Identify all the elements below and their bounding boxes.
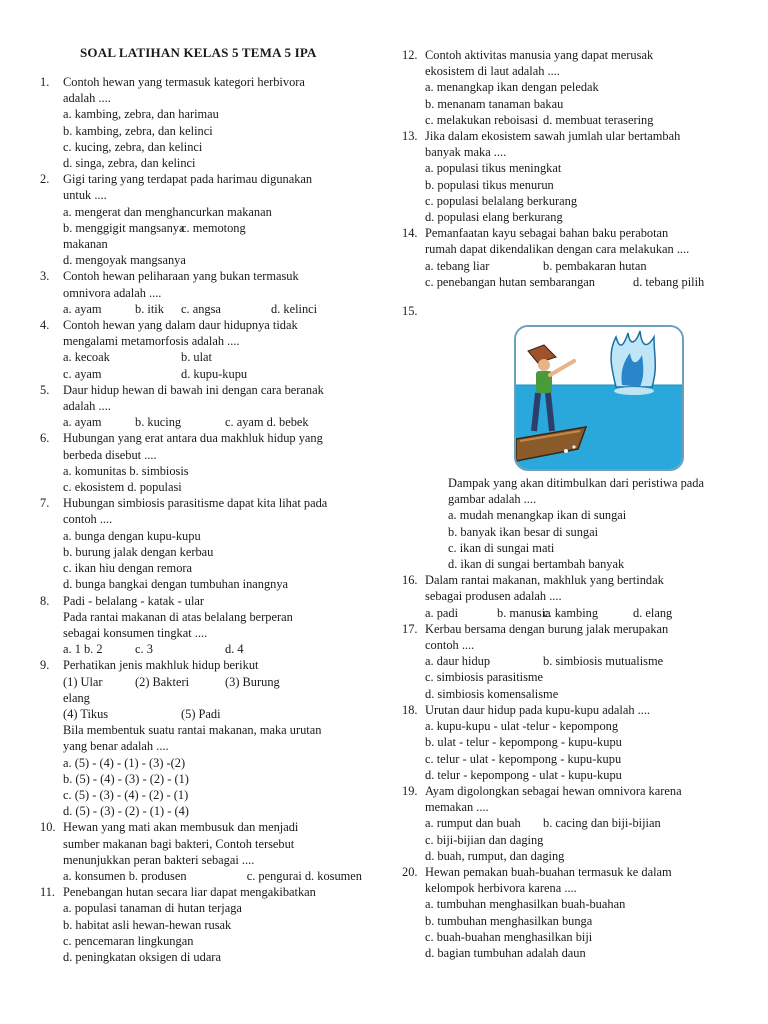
question-number: 9. xyxy=(40,658,50,673)
answer-line xyxy=(63,771,362,787)
answer-line xyxy=(425,96,742,112)
answer-option: a. komunitas b. simbiosis xyxy=(63,463,189,478)
question-number: 3. xyxy=(40,269,50,284)
question-stem-line: Gigi taring yang terdapat pada harimau digunakan xyxy=(63,172,313,187)
question-12 xyxy=(402,47,742,128)
answer-option: a. 1 b. 2 xyxy=(63,642,103,657)
answer-option: c. penebangan hutan sembarangan xyxy=(425,274,595,289)
question-stem-line: Hubungan yang erat antara dua makhluk hidup yang xyxy=(63,431,323,446)
answer-option: a. populasi tikus meningkat xyxy=(425,161,562,176)
answer-option: b. (5) - (4) - (3) - (2) - (1) xyxy=(63,771,189,786)
answer-line xyxy=(63,366,362,382)
answer-option: a. mudah menangkap ikan di sungai xyxy=(448,508,627,523)
question-stem-line: omnivora adalah .... xyxy=(63,285,162,300)
question-stem-line: berbeda disebut .... xyxy=(63,447,157,462)
answer-option: c. ekosistem d. populasi xyxy=(63,480,182,495)
answer-option: b. banyak ikan besar di sungai xyxy=(448,524,599,539)
question-4 xyxy=(40,317,362,382)
question-stem-line: Contoh hewan yang termasuk kategori herbivora xyxy=(63,75,305,89)
question-9 xyxy=(40,657,362,819)
answer-option: a. ayam xyxy=(63,415,102,430)
answer-option: yang benar adalah .... xyxy=(63,739,169,754)
answer-option: b. populasi tikus menurun xyxy=(425,177,554,192)
answer-option: c. ikan hiu dengan remora xyxy=(63,561,193,576)
question-number: 16. xyxy=(402,573,418,588)
answer-line xyxy=(425,669,742,685)
answer-line xyxy=(63,123,362,139)
question-stem-line: Dampak yang akan ditimbulkan dari peristiwa pada xyxy=(448,476,704,491)
question-stem-line: banyak maka .... xyxy=(425,145,507,160)
answer-option: a. menangkap ikan dengan peledak xyxy=(425,80,599,95)
answer-option: b. habitat asli hewan-hewan rusak xyxy=(63,917,232,932)
question-7 xyxy=(40,495,362,592)
question-stem-line: adalah .... xyxy=(63,91,111,106)
answer-line xyxy=(425,160,742,176)
answer-option: a. kecoak xyxy=(63,350,110,365)
answer-line xyxy=(448,540,742,556)
question-stem-line: kelompok herbivora karena .... xyxy=(425,881,577,896)
answer-option: d. bunga bangkai dengan tumbuhan inangnya xyxy=(63,577,289,592)
question-number: 5. xyxy=(40,382,50,397)
question-stem-line: Ayam digolongkan sebagai hewan omnivora karena xyxy=(425,783,682,798)
answer-option: a. tumbuhan menghasilkan buah-buahan xyxy=(425,897,626,912)
page-title: SOAL LATIHAN KELAS 5 TEMA 5 IPA xyxy=(80,45,317,60)
answer-line xyxy=(63,576,362,592)
question-2 xyxy=(40,171,362,268)
answer-option: c. pencemaran lingkungan xyxy=(63,933,194,948)
question-17 xyxy=(402,621,742,702)
answer-line xyxy=(425,751,742,767)
question-number: 4. xyxy=(40,318,50,333)
answer-option: a. mengerat dan menghancurkan makanan xyxy=(63,204,272,219)
answer-line xyxy=(63,252,362,268)
question-stem-line: ekosistem di laut adalah .... xyxy=(425,64,560,79)
answer-option: d. bagian tumbuhan adalah daun xyxy=(425,945,586,960)
answer-line xyxy=(425,767,742,783)
answer-line xyxy=(425,193,742,209)
answer-option: d. membuat terasering xyxy=(543,112,654,127)
question-number: 2. xyxy=(40,172,50,187)
answer-option: b. burung jalak dengan kerbau xyxy=(63,544,214,559)
question-stem-line: Contoh hewan yang dalam daur hidupnya tidak xyxy=(63,318,298,333)
answer-line xyxy=(63,106,362,122)
answer-option: a. daur hidup xyxy=(425,654,491,669)
answer-line xyxy=(63,479,362,495)
answer-option: d. simbiosis komensalisme xyxy=(425,686,559,701)
answer-option: c. simbiosis parasitisme xyxy=(425,670,544,685)
answer-option: a. bunga dengan kupu-kupu xyxy=(63,528,201,543)
answer-line xyxy=(425,274,742,290)
right-column xyxy=(402,47,742,961)
question-number: 13. xyxy=(402,129,418,144)
answer-option: c. ikan di sungai mati xyxy=(448,540,555,555)
answer-line xyxy=(425,832,742,848)
answer-option: b. menanam tanaman bakau xyxy=(425,96,564,111)
answer-option: c. ayam xyxy=(63,366,102,381)
answer-option: a. kambing, zebra, dan harimau xyxy=(63,107,219,122)
question-number: 6. xyxy=(40,431,50,446)
question-15 xyxy=(402,303,742,572)
answer-line xyxy=(63,414,362,430)
answer-line xyxy=(63,706,362,722)
question-10 xyxy=(40,819,362,884)
question-number: 15. xyxy=(402,304,418,319)
question-stem-line: Contoh hewan peliharaan yang bukan termasuk xyxy=(63,269,299,284)
question-number: 20. xyxy=(402,864,418,879)
answer-line xyxy=(63,674,362,690)
question-stem-line: Pada rantai makanan di atas belalang berperan xyxy=(63,609,293,624)
answer-option: c. kambing xyxy=(543,605,599,620)
question-5 xyxy=(40,382,362,431)
answer-option: b. simbiosis mutualisme xyxy=(543,654,664,669)
question-stem-line: Urutan daur hidup pada kupu-kupu adalah .... xyxy=(425,702,651,717)
answer-line xyxy=(425,848,742,864)
answer-option: a. kupu-kupu - ulat -telur - kepompong xyxy=(425,719,619,734)
answer-line xyxy=(425,653,742,669)
answer-line xyxy=(63,349,362,365)
question-3 xyxy=(40,268,362,317)
answer-option: makanan xyxy=(63,237,108,252)
answer-option: d. elang xyxy=(633,605,673,620)
answer-option: a. konsumen b. produsen xyxy=(63,868,187,883)
answer-option: c. kucing, zebra, dan kelinci xyxy=(63,139,203,154)
answer-option: d. buah, rumput, dan daging xyxy=(425,848,565,863)
answer-option: c. telur - ulat - kepompong - kupu-kupu xyxy=(425,751,622,766)
question-stem-line: sumber makanan bagi bakteri, Contoh tersebut xyxy=(63,836,295,851)
question-stem-line: Perhatikan jenis makhluk hidup berikut xyxy=(63,658,259,673)
question-stem-line: contoh .... xyxy=(425,638,475,653)
question-stem-line: menunjukkan peran bakteri sebagai .... xyxy=(63,852,255,867)
answer-option: d. mengoyak mangsanya xyxy=(63,253,186,268)
answer-line xyxy=(63,738,362,754)
question-stem-line: Jika dalam ekosistem sawah jumlah ular bertambah xyxy=(425,129,681,144)
answer-line xyxy=(63,139,362,155)
question-stem-line: Contoh aktivitas manusia yang dapat merusak xyxy=(425,48,654,62)
answer-option: d. peningkatan oksigen di udara xyxy=(63,949,221,964)
answer-option: a. padi xyxy=(425,605,459,620)
answer-line xyxy=(63,204,362,220)
question-stem-line: Daur hidup hewan di bawah ini dengan cara beranak xyxy=(63,382,324,397)
question-stem-line: sebagai produsen adalah .... xyxy=(425,589,562,604)
answer-line xyxy=(63,155,362,171)
answer-option: Bila membentuk suatu rantai makanan, maka urutan xyxy=(63,723,322,738)
answer-option: b. menggigit mangsanya xyxy=(63,220,185,235)
answer-option: b. kambing, zebra, dan kelinci xyxy=(63,123,213,138)
question-16 xyxy=(402,572,742,621)
answer-line xyxy=(63,722,362,738)
answer-option: (3) Burung xyxy=(225,674,280,689)
question-stem-line: Dalam rantai makanan, makhluk yang bertindak xyxy=(425,573,664,588)
answer-line xyxy=(63,868,362,884)
answer-line xyxy=(63,301,362,317)
answer-option: c. pengurai d. kosumen xyxy=(246,868,362,883)
answer-line xyxy=(63,544,362,560)
question-stem-line: sebagai konsumen tingkat .... xyxy=(63,625,208,640)
answer-line xyxy=(63,528,362,544)
question-number: 17. xyxy=(402,621,418,636)
question-number: 10. xyxy=(40,820,56,835)
answer-option: c. biji-bijian dan daging xyxy=(425,832,544,847)
answer-option: d. populasi elang berkurang xyxy=(425,210,563,225)
answer-option: a. tebang liar xyxy=(425,258,490,273)
answer-line xyxy=(63,949,362,965)
answer-line xyxy=(63,236,362,252)
answer-option: b. itik xyxy=(135,301,164,316)
questions-12-14 xyxy=(402,47,742,290)
answer-option: a. rumput dan buah xyxy=(425,816,521,831)
answer-option: c. melakukan reboisasi xyxy=(425,112,539,127)
question-stem-line: mengalami metamorfosis adalah .... xyxy=(63,334,240,349)
question-number: 1. xyxy=(40,75,50,89)
answer-option: (4) Tikus xyxy=(63,706,109,721)
answer-option: (2) Bakteri xyxy=(135,674,190,689)
question-number: 8. xyxy=(40,593,50,608)
question-stem-line: Pemanfaatan kayu sebagai bahan baku perabotan xyxy=(425,226,669,241)
answer-option: d. ikan di sungai bertambah banyak xyxy=(448,557,625,572)
question-15 xyxy=(425,475,742,572)
question-stem-line: Padi - belalang - katak - ular xyxy=(63,593,205,608)
question-13 xyxy=(402,128,742,225)
answer-line xyxy=(63,755,362,771)
question-6 xyxy=(40,430,362,495)
question-stem-line: contoh .... xyxy=(63,512,113,527)
answer-line xyxy=(63,803,362,819)
answer-line xyxy=(63,933,362,949)
answer-option: a. populasi tanaman di hutan terjaga xyxy=(63,901,242,916)
question-1 xyxy=(40,74,362,171)
question-number: 7. xyxy=(40,496,50,511)
answer-option: c. 3 xyxy=(135,642,153,657)
answer-option: b. kucing xyxy=(135,415,182,430)
answer-option: b. ulat - telur - kepompong - kupu-kupu xyxy=(425,735,622,750)
answer-line xyxy=(425,929,742,945)
answer-line xyxy=(425,112,742,128)
answer-option: c. angsa xyxy=(181,301,221,316)
question-number: 19. xyxy=(402,783,418,798)
question-stem-line: Kerbau bersama dengan burung jalak merupakan xyxy=(425,621,669,636)
answer-line xyxy=(425,79,742,95)
answer-option: elang xyxy=(63,690,90,705)
fish-bombing-image xyxy=(516,327,682,469)
answer-option: c. memotong xyxy=(181,220,246,235)
answer-option: c. buah-buahan menghasilkan biji xyxy=(425,929,593,944)
question-14 xyxy=(402,225,742,290)
answer-option: b. manusia xyxy=(497,605,551,620)
question-number: 18. xyxy=(402,702,418,717)
question-11 xyxy=(40,884,362,965)
answer-line xyxy=(448,507,742,523)
answer-line xyxy=(425,815,742,831)
question-stem-line: adalah .... xyxy=(63,399,111,414)
answer-line xyxy=(63,220,362,236)
question-19 xyxy=(402,783,742,864)
answer-option: a. (5) - (4) - (1) - (3) -(2) xyxy=(63,755,186,770)
answer-option: d. kupu-kupu xyxy=(181,366,248,381)
answer-option: d. kelinci xyxy=(271,301,318,316)
left-column xyxy=(40,74,362,965)
answer-option: d. (5) - (3) - (2) - (1) - (4) xyxy=(63,804,189,819)
answer-line xyxy=(425,605,742,621)
question-stem-line: Hewan yang mati akan membusuk dan menjadi xyxy=(63,820,299,835)
question-stem-line: Hewan pemakan buah-buahan termasuk ke dalam xyxy=(425,864,672,879)
question-stem-line: untuk .... xyxy=(63,188,107,203)
answer-line xyxy=(63,900,362,916)
answer-line xyxy=(63,787,362,803)
question-number: 12. xyxy=(402,48,418,62)
answer-option: c. populasi belalang berkurang xyxy=(425,193,578,208)
answer-line xyxy=(425,686,742,702)
answer-line xyxy=(63,641,362,657)
questions-16-20 xyxy=(402,572,742,961)
answer-option: (5) Padi xyxy=(181,706,221,721)
answer-line xyxy=(448,556,742,572)
answer-option: (1) Ular xyxy=(63,674,103,689)
answer-option: c. ayam d. bebek xyxy=(225,415,309,430)
answer-option: d. tebang pilih xyxy=(633,274,705,289)
question-18 xyxy=(402,702,742,783)
answer-option: b. cacing dan biji-bijian xyxy=(543,816,661,831)
answer-option: d. telur - kepompong - ulat - kupu-kupu xyxy=(425,767,622,782)
answer-option: b. ulat xyxy=(181,350,212,365)
answer-line xyxy=(63,560,362,576)
answer-line xyxy=(63,690,362,706)
question-8 xyxy=(40,593,362,658)
question-stem-line: memakan .... xyxy=(425,800,489,815)
answer-line xyxy=(425,718,742,734)
answer-line xyxy=(448,524,742,540)
answer-line xyxy=(63,917,362,933)
answer-line xyxy=(425,913,742,929)
question-number: 14. xyxy=(402,226,418,241)
answer-line xyxy=(425,177,742,193)
answer-line xyxy=(425,945,742,961)
question-20 xyxy=(402,864,742,961)
question-stem-line: Penebangan hutan secara liar dapat mengakibatkan xyxy=(63,885,316,900)
answer-line xyxy=(63,463,362,479)
answer-line xyxy=(425,734,742,750)
answer-option: b. pembakaran hutan xyxy=(543,258,647,273)
question-stem-line: Hubungan simbiosis parasitisme dapat kita lihat pada xyxy=(63,496,328,511)
answer-option: d. 4 xyxy=(225,642,244,657)
question-number: 11. xyxy=(40,885,56,900)
answer-option: c. (5) - (3) - (4) - (2) - (1) xyxy=(63,787,189,802)
answer-line xyxy=(425,258,742,274)
question-stem-line: rumah dapat dikendalikan dengan cara melakukan .... xyxy=(425,242,690,257)
answer-line xyxy=(425,209,742,225)
answer-option: d. singa, zebra, dan kelinci xyxy=(63,156,196,171)
answer-option: b. tumbuhan menghasilkan bunga xyxy=(425,913,593,928)
answer-option: a. ayam xyxy=(63,301,102,316)
illustration-fish-bombing xyxy=(514,325,684,471)
answer-line xyxy=(425,896,742,912)
question-stem-line: gambar adalah .... xyxy=(448,492,537,507)
